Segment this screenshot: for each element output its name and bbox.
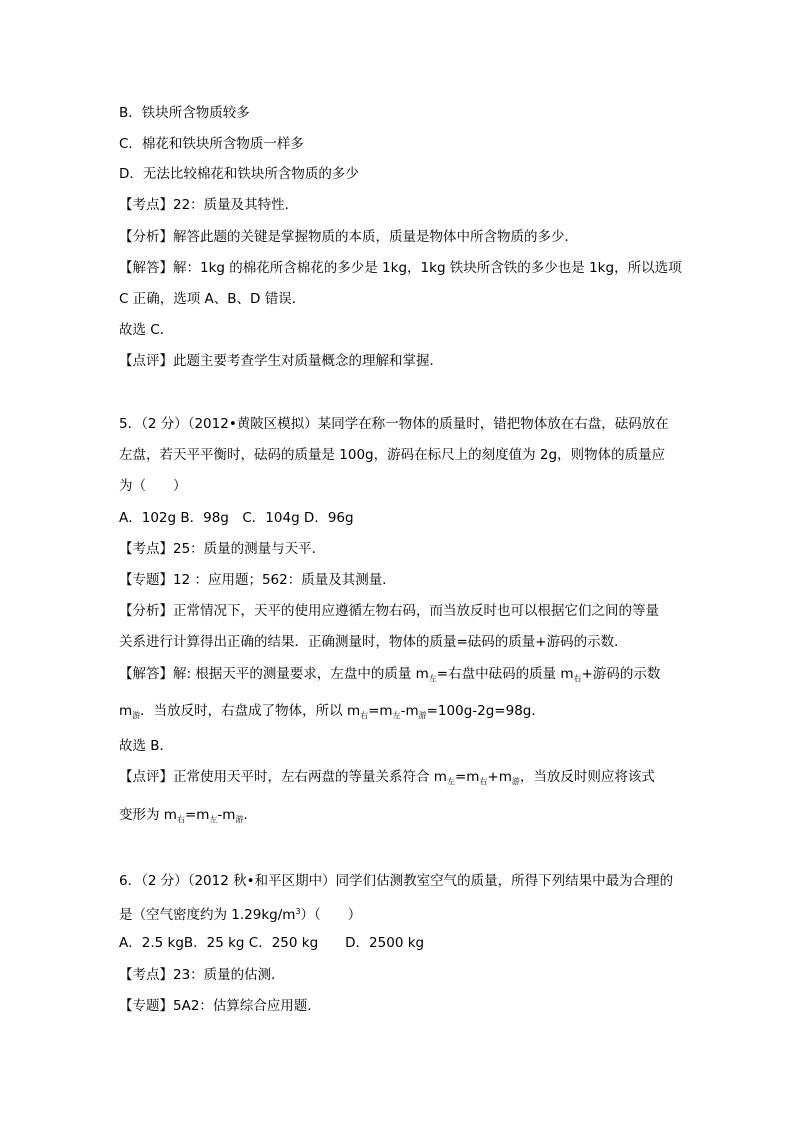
q4-answer: 故选 C．	[119, 322, 174, 338]
q5-jieda-line1: 【解答】解: 根据天平的测量要求，左盘中的质量 $m_左=$右盘中砝码的质量 $m_右+$游码的示数	[119, 666, 661, 683]
q4-kaodian: 【考点】22：质量及其特性．	[119, 197, 299, 213]
q6-stem-line2: 是（空气密度约为 $1.29kg/m^3$）（ ）	[119, 907, 362, 923]
q5-dianping-line1: 【点评】正常使用天平时，左右两盘的等量关系符合 $m_左=m_右+m_游$，当放反时则应将该式	[119, 769, 655, 786]
q5-fenxi-line2: 关系进行计算得出正确的结果．正确测量时，物体的质量=砝码的质量+游码的示数．	[119, 634, 628, 650]
q4-option-b: B．铁块所含物质较多	[119, 105, 250, 121]
q5-answer: 故选 B．	[119, 738, 174, 754]
q5-zhuanti: 【专题】12 ：应用题；562：质量及其测量．	[119, 572, 396, 588]
q4-jieda-line2: C 正确，选项 A、B、D 错误．	[119, 291, 306, 307]
q5-dianping-line2: 变形为 $m_右=m_左-m_游$．	[119, 807, 257, 824]
q4-option-c: C．棉花和铁块所含物质一样多	[119, 136, 304, 152]
q4-fenxi: 【分析】解答此题的关键是掌握物质的本质，质量是物体中所含物质的多少．	[119, 229, 578, 245]
q6-zhuanti: 【专题】5A2：估算综合应用题．	[119, 998, 321, 1014]
q4-dianping: 【点评】此题主要考查学生对质量概念的理解和掌握．	[119, 353, 443, 369]
q5-fenxi-line1: 【分析】正常情况下，天平的使用应遵循左物右码，而当放反时也可以根据它们之间的等量	[119, 603, 659, 619]
q5-stem-line3: 为（ ）	[119, 478, 187, 494]
q4-jieda-line1: 【解答】解：1kg 的棉花所含棉花的多少是 1kg，1kg 铁块所含铁的多少也是 1kg，所以选项	[119, 260, 682, 276]
q5-stem-line2: 左盘，若天平平衡时，砝码的质量是 100g，游码在标尺上的刻度值为 2g，则物体的质量应	[119, 447, 666, 463]
q5-stem-line1: 5．（2 分）（2012•黄陂区模拟）某同学在称一物体的质量时，错把物体放在右盘，砝码放在	[119, 416, 669, 432]
q4-option-d: D．无法比较棉花和铁块所含物质的多少	[119, 166, 359, 182]
q5-kaodian: 【考点】25：质量的测量与天平．	[119, 541, 326, 557]
q5-options: A．102g B．98g C．104g D．96g	[119, 510, 354, 526]
q6-options: A．2.5 kgB．25 kg C．250 kg D．2500 kg	[119, 935, 425, 951]
q6-kaodian: 【考点】23：质量的估测．	[119, 967, 285, 983]
q6-stem-line1: 6．（2 分）（2012 秋•和平区期中）同学们估测教室空气的质量，所得下列结果中最为合理的	[119, 873, 674, 889]
q5-jieda-line2: $m_游$．当放反时，右盘成了物体，所以 $m_右=m_左-m_游=100g-2g=98g$．	[119, 703, 545, 720]
